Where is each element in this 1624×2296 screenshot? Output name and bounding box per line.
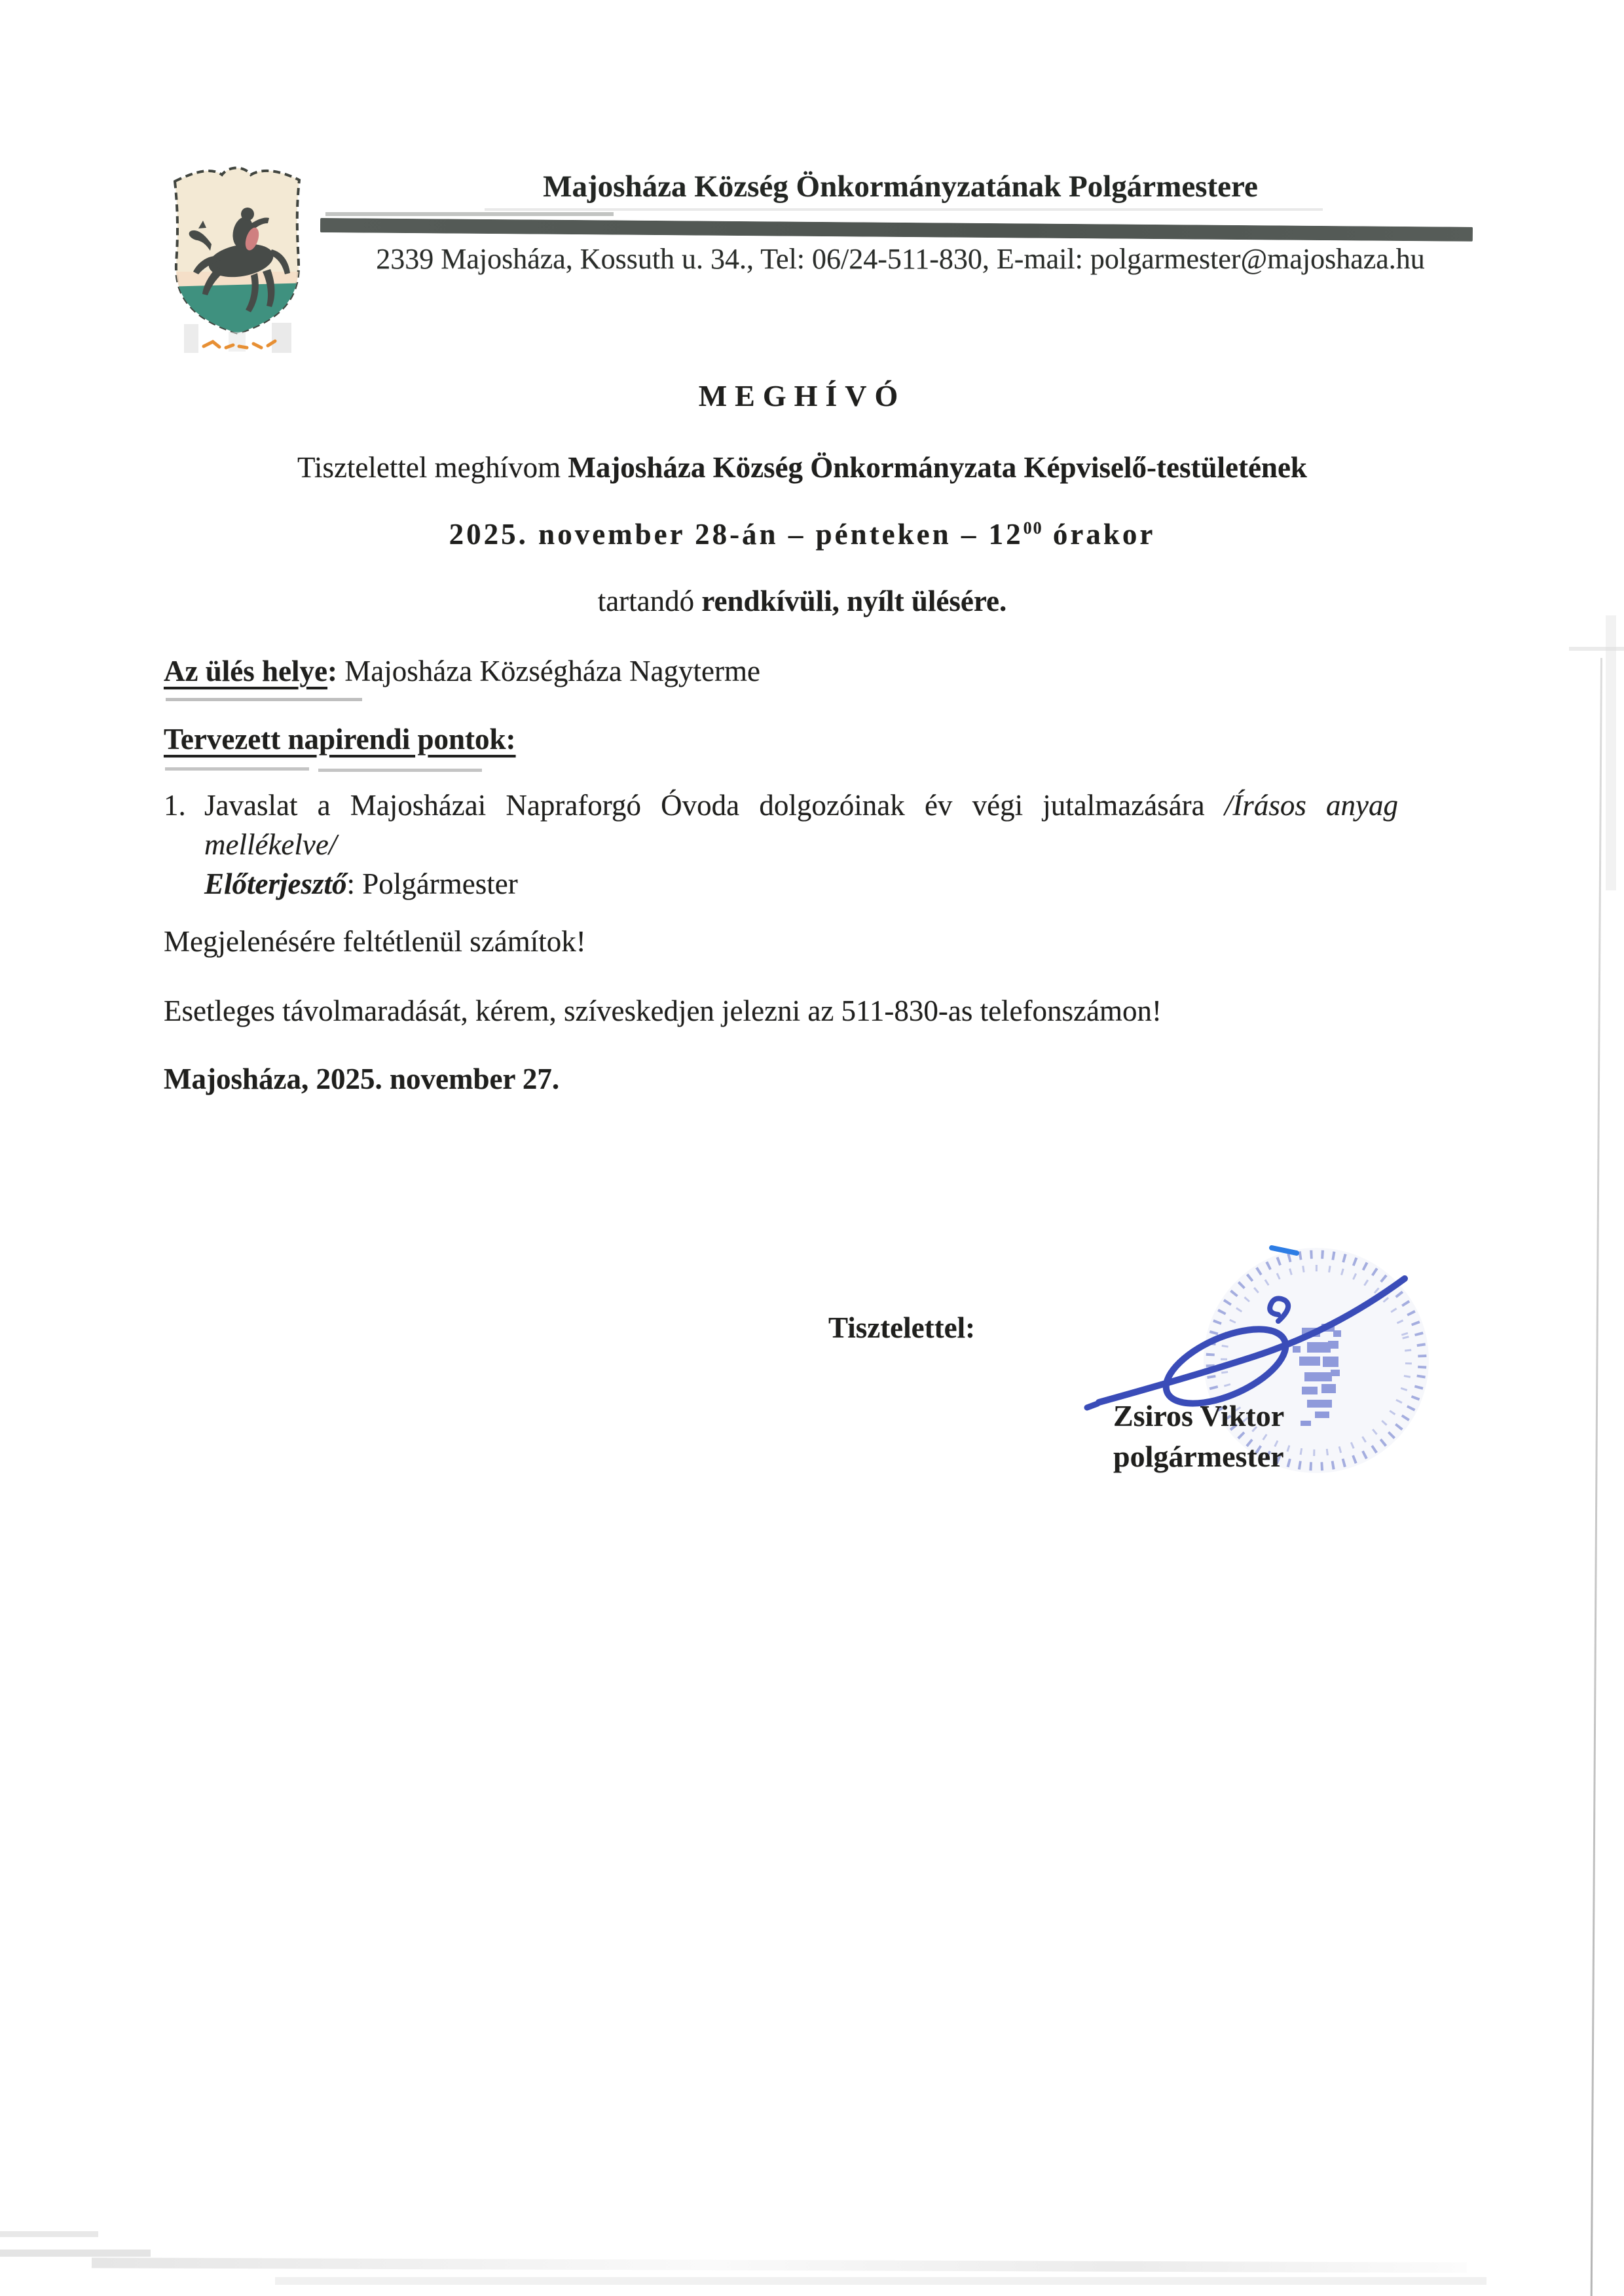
agenda-item-text: [204, 786, 1398, 864]
meeting-date-line: [164, 517, 1441, 552]
agenda-item-row: [164, 786, 1398, 864]
venue-underline-echo: [166, 698, 362, 701]
scan-echo-line: [485, 208, 1323, 211]
closing-line-2: Esetleges távolmaradását, kérem, szíveskedjen jelezni az 511-830-as telefonszámon!: [164, 994, 1162, 1027]
agenda-underline-echo-2: [318, 769, 482, 772]
presenter-label: Előterjesztő: [204, 867, 347, 900]
venue-separator: :: [327, 655, 345, 687]
letterhead-title: Majosháza Község Önkormányzatának Polgármestere: [543, 170, 1258, 204]
scan-streak-bottom-2: [0, 2250, 151, 2257]
presenter-value: : Polgármester: [346, 867, 518, 900]
agenda-heading-text: Tervezett napirendi pontok:: [164, 723, 516, 756]
venue-line: [164, 654, 760, 689]
agenda-heading: [164, 722, 516, 757]
intro-line: [164, 450, 1441, 485]
letterhead-address: 2339 Majosháza, Kossuth u. 34., Tel: 06/24-511-830, E-mail: polgarmester@majoshaza.hu: [376, 243, 1425, 275]
letterhead-divider-bar: [320, 218, 1473, 242]
agenda-item: [164, 786, 1398, 903]
scan-streak-bottom-3: [92, 2257, 1467, 2272]
date-suffix: órakor: [1043, 518, 1156, 551]
agenda-item-attachment-note: /Írásos anyag mellékelve/: [204, 789, 1398, 861]
session-bold: rendkívüli, nyílt ülésére.: [701, 585, 1007, 617]
salutation: Tisztelettel:: [828, 1311, 976, 1344]
scan-streak-bottom-1: [0, 2231, 98, 2237]
agenda-item-text-regular: Javaslat a Majosházai Napraforgó Óvoda dolgozóinak év végi jutalmazására: [204, 789, 1225, 822]
scan-streak-right: [1569, 647, 1624, 651]
signer-title: polgármester: [1113, 1440, 1284, 1473]
scan-streak-bottom-4: [275, 2277, 1486, 2285]
scan-edge-band: [1606, 615, 1616, 890]
session-regular: tartandó: [597, 585, 702, 617]
venue-label: Az ülés helye: [164, 655, 327, 687]
agenda-underline-echo-1: [165, 767, 309, 771]
scan-page-edge-line: [1591, 658, 1602, 2296]
divider-bar-echo: [325, 212, 614, 216]
intro-bold: Majosháza Község Önkormányzata Képviselő-testületének: [568, 451, 1307, 484]
intro-regular: Tisztelettel meghívom: [297, 451, 568, 484]
presenter-line: [204, 864, 1398, 903]
session-type-line: [164, 584, 1441, 619]
municipal-coat-of-arms-icon: [166, 159, 308, 355]
place-date-line: Majosháza, 2025. november 27.: [164, 1063, 560, 1095]
date-prefix: 2025. november 28-án – pénteken – 12: [449, 518, 1024, 551]
date-superscript: 00: [1023, 519, 1043, 538]
signer-name: Zsiros Viktor: [1113, 1399, 1285, 1432]
closing-line-1: Megjelenésére feltétlenül számítok!: [164, 925, 586, 958]
document-title: MEGHÍVÓ: [698, 379, 906, 412]
agenda-item-number: 1.: [164, 789, 186, 822]
venue-value: Majosháza Községháza Nagyterme: [344, 655, 760, 687]
